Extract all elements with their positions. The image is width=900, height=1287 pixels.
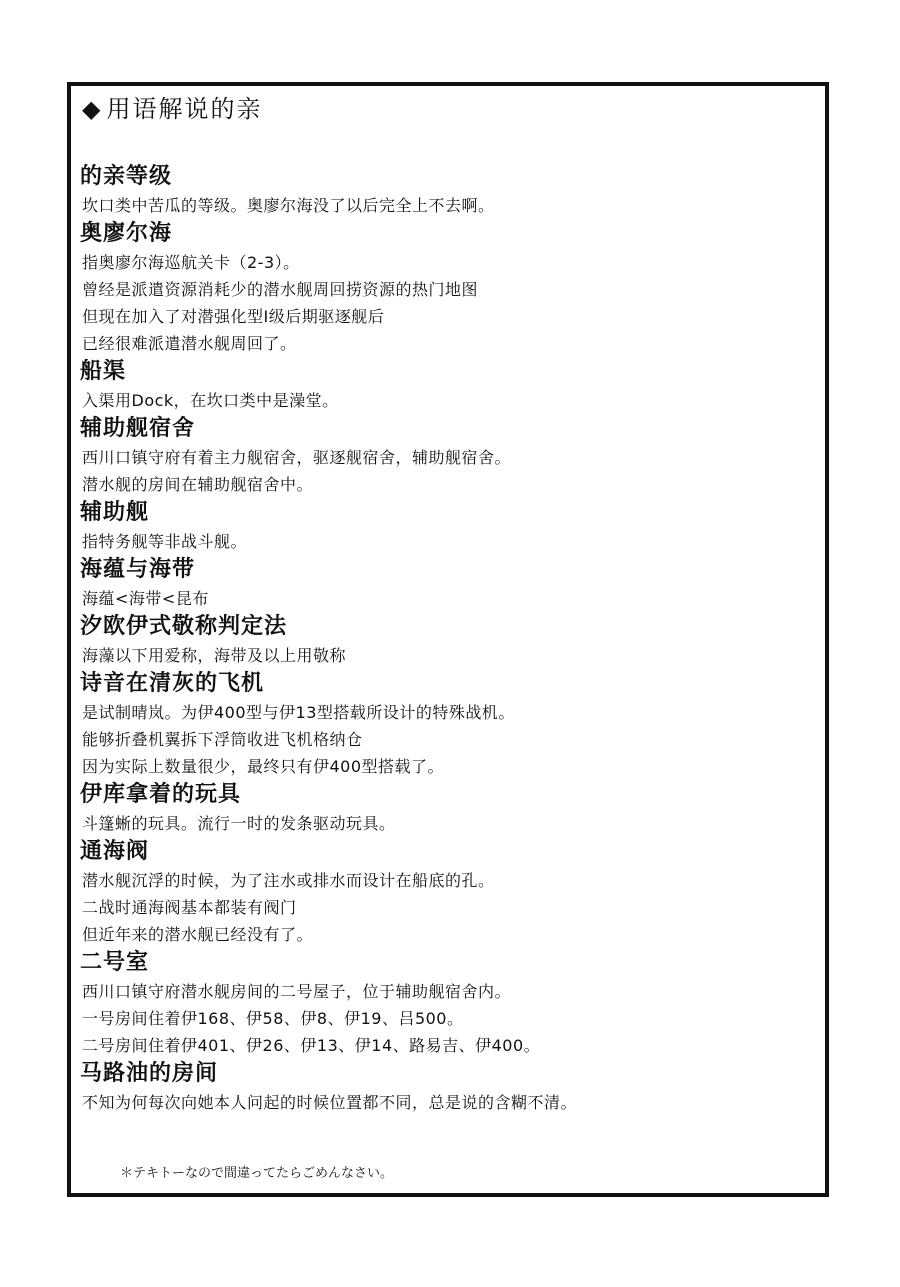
glossary-term: 船渠 bbox=[80, 359, 127, 384]
glossary-term: 马路油的房间 bbox=[80, 1061, 219, 1086]
glossary-definition-line: 指奥廖尔海巡航关卡（2-3）。 bbox=[82, 253, 300, 272]
glossary-definition-line: 二战时通海阀基本都装有阀门 bbox=[82, 898, 297, 917]
glossary-definition-line: 不知为何每次向她本人问起的时候位置都不同，总是说的含糊不清。 bbox=[82, 1093, 578, 1112]
glossary-definition-line: 西川口镇守府潜水舰房间的二号屋子，位于辅助舰宿舍内。 bbox=[82, 982, 512, 1001]
glossary-definition-line: 因为实际上数量很少，最终只有伊400型搭载了。 bbox=[82, 757, 445, 776]
glossary-definition-line: 曾经是派遣资源消耗少的潜水舰周回捞资源的热门地图 bbox=[82, 280, 479, 299]
glossary-definition-line: 入渠用Dock，在坎口类中是澡堂。 bbox=[82, 391, 339, 410]
glossary-definition-line: 是试制晴岚。为伊400型与伊13型搭载所设计的特殊战机。 bbox=[82, 703, 515, 722]
diamond-icon: ◆ bbox=[82, 95, 103, 123]
glossary-term: 二号室 bbox=[80, 950, 150, 975]
glossary-term: 通海阀 bbox=[80, 839, 150, 864]
glossary-header bbox=[82, 92, 262, 126]
glossary-term: 奥廖尔海 bbox=[80, 221, 173, 246]
glossary-term: 辅助舰宿舍 bbox=[80, 416, 196, 441]
glossary-definition-line: 海蕴<海带<昆布 bbox=[82, 589, 209, 608]
glossary-term: 诗音在清灰的飞机 bbox=[80, 671, 265, 696]
glossary-definition-line: 一号房间住着伊168、伊58、伊8、伊19、吕500。 bbox=[82, 1009, 464, 1028]
glossary-term: 的亲等级 bbox=[80, 164, 173, 189]
glossary-definition-line: 二号房间住着伊401、伊26、伊13、伊14、路易吉、伊400。 bbox=[82, 1036, 541, 1055]
glossary-entries bbox=[80, 162, 820, 1116]
glossary-definition-line: 能够折叠机翼拆下浮筒收进飞机格纳仓 bbox=[82, 730, 363, 749]
glossary-term: 伊库拿着的玩具 bbox=[80, 782, 242, 807]
glossary-definition-line: 西川口镇守府有着主力舰宿舍，驱逐舰宿舍，辅助舰宿舍。 bbox=[82, 448, 512, 467]
glossary-title: 用语解说的亲 bbox=[106, 95, 263, 123]
glossary-definition-line: 潜水舰沉浮的时候，为了注水或排水而设计在船底的孔。 bbox=[82, 871, 495, 890]
glossary-definition-line: 斗篷蜥的玩具。流行一时的发条驱动玩具。 bbox=[82, 814, 396, 833]
glossary-definition-line: 但现在加入了对潜强化型Ⅰ级后期驱逐舰后 bbox=[82, 307, 385, 326]
glossary-definition-line: 潜水舰的房间在辅助舰宿舍中。 bbox=[82, 475, 314, 494]
glossary-definition-line: 指特务舰等非战斗舰。 bbox=[82, 532, 248, 551]
footnote: ＊テキトーなので間違ってたらごめんなさい。 bbox=[120, 1166, 394, 1181]
glossary-definition-line: 坎口类中苦瓜的等级。奥廖尔海没了以后完全上不去啊。 bbox=[82, 196, 495, 215]
glossary-term: 海蕴与海带 bbox=[80, 557, 196, 582]
glossary-definition-line: 已经很难派遣潜水舰周回了。 bbox=[82, 334, 297, 353]
glossary-definition-line: 海藻以下用爱称，海带及以上用敬称 bbox=[82, 646, 347, 665]
glossary-term: 辅助舰 bbox=[80, 500, 150, 525]
glossary-definition-line: 但近年来的潜水舰已经没有了。 bbox=[82, 925, 314, 944]
glossary-term: 汐欧伊式敬称判定法 bbox=[80, 614, 288, 639]
